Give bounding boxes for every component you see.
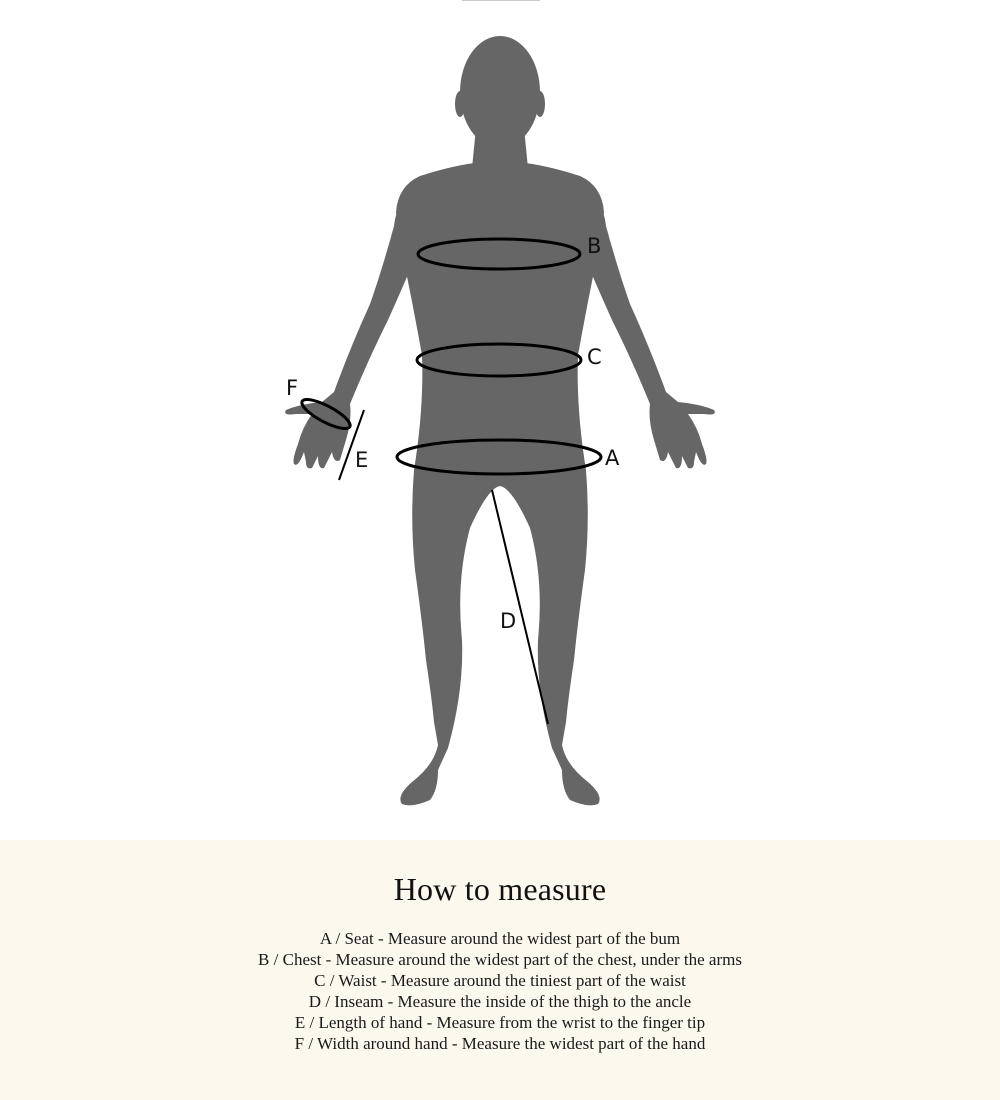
label-a: A (605, 446, 620, 470)
label-e: E (355, 448, 369, 472)
torso-and-legs-shape (396, 162, 604, 806)
right-arm-shape (574, 184, 715, 468)
instruction-inseam: D / Inseam - Measure the inside of the thigh to the ancle (308, 992, 692, 1011)
instruction-hand-length: E / Length of hand - Measure from the wrist to the finger tip (294, 1013, 706, 1032)
left-arm-shape (285, 184, 426, 468)
guide-title: How to measure (393, 871, 607, 907)
measurement-instructions-list (0, 928, 1000, 1054)
instruction-hand-width: F / Width around hand - Measure the widest part of the hand (294, 1034, 706, 1053)
measurement-guide-panel (0, 840, 1000, 1100)
label-b: B (587, 234, 602, 258)
instruction-seat: A / Seat - Measure around the widest part of the bum (319, 929, 681, 948)
label-d: D (500, 609, 517, 633)
instruction-waist: C / Waist - Measure around the tiniest part of the waist (314, 971, 686, 990)
instruction-chest: B / Chest - Measure around the widest part of the chest, under the arms (258, 950, 742, 969)
right-ear-shape (535, 91, 545, 117)
left-ear-shape (455, 91, 465, 117)
label-f: F (286, 376, 299, 400)
label-c: C (587, 345, 602, 369)
